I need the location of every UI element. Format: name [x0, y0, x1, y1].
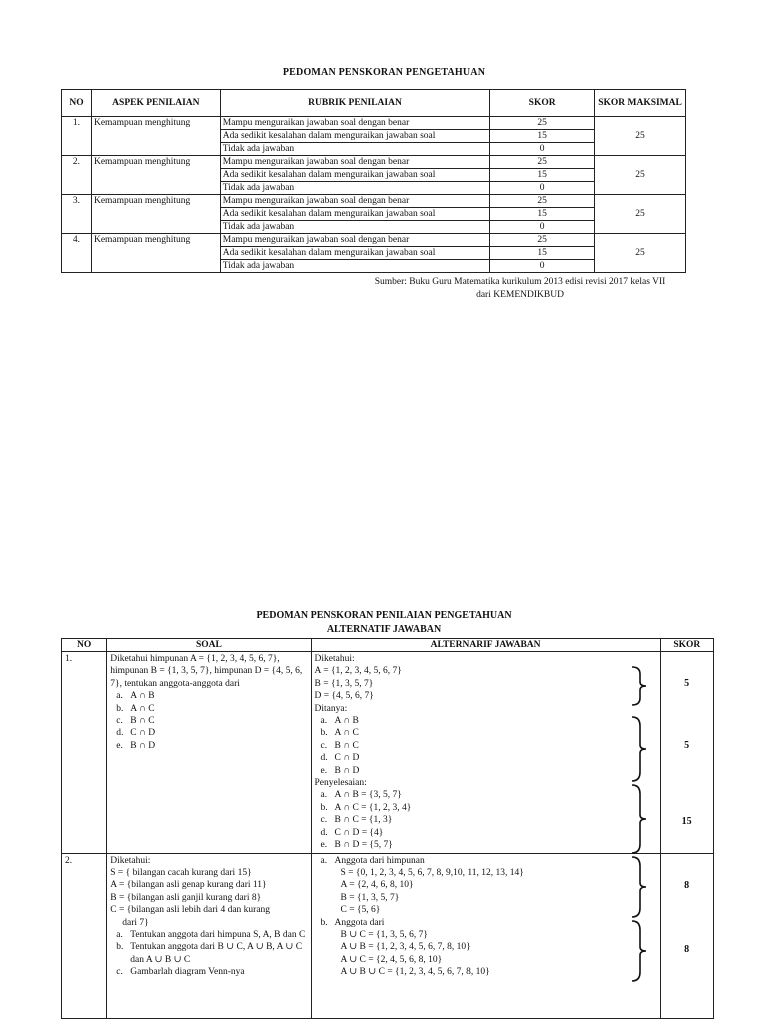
diketahui-label: Diketahui: [314, 654, 355, 664]
rubric-score: 25 [490, 195, 595, 208]
score-value: 5 [684, 678, 690, 689]
answer-cell [311, 652, 660, 854]
score-value: 5 [684, 740, 690, 751]
rubric-text: Tidak ada jawaban [220, 143, 489, 156]
rubric-score: 25 [490, 234, 595, 247]
list-item: b. Tentukan anggota dari B ∪ C, A ∪ B, A ∪ C dan A ∪ B ∪ C [116, 942, 303, 965]
curly-brace-icon [630, 716, 652, 782]
rubric-text: Ada sedikit kesalahan dalam menguraikan jawaban soal [220, 130, 489, 143]
asked-items [315, 715, 657, 777]
table-row [62, 195, 686, 208]
question-text: Diketahui himpunan A = {1, 2, 3, 4, 5, 6, 7}, himpunan B = {1, 3, 5, 7}, himpunan D = {4, 5, 6, 7}, tentukan anggota-anggota dari [110, 654, 303, 689]
header-skor-maksimal: SKOR MAKSIMAL [595, 90, 686, 117]
answer-line: B = {1, 3, 5, 7} [340, 892, 400, 903]
answer-line: A ∪ B = {1, 2, 3, 4, 5, 6, 7, 8, 10} [340, 942, 471, 953]
rubric-score: 0 [490, 182, 595, 195]
solution-items [315, 789, 657, 851]
row-number: 3. [62, 195, 92, 234]
answer-line: A ∪ C = {2, 4, 5, 6, 8, 10} [340, 954, 443, 965]
rubric-score: 15 [490, 247, 595, 260]
given-line: A = {bilangan asli genap kurang dari 11} [110, 880, 267, 891]
header-no: NO [62, 90, 92, 117]
source-line-2: dari KEMENDIKBUD [476, 290, 564, 300]
list-item: b. A ∩ C [320, 728, 359, 739]
row-aspek: Kemampuan menghitung [91, 117, 220, 156]
table2-subtitle: ALTERNATIF JAWABAN [326, 624, 442, 635]
list-item: c. B ∩ C [320, 740, 359, 751]
source-line-1: Sumber: Buku Guru Matematika kurikulum 2013 edisi revisi 2017 kelas VII [374, 277, 666, 287]
row-aspek: Kemampuan menghitung [91, 195, 220, 234]
row-number: 2. [62, 156, 92, 195]
score-cell [660, 853, 713, 1018]
list-item: e. B ∩ D [116, 740, 156, 751]
rubric-score: 0 [490, 260, 595, 273]
rubric-text: Mampu menguraikan jawaban soal dengan benar [220, 195, 489, 208]
list-item: e. B ∩ D = {5, 7} [320, 840, 393, 851]
table-header-row [62, 90, 686, 117]
max-score: 25 [595, 234, 686, 273]
max-score: 25 [595, 156, 686, 195]
scoring-table [61, 89, 686, 273]
rubric-text: Tidak ada jawaban [220, 182, 489, 195]
penyelesaian-label: Penyelesaian: [314, 778, 367, 789]
score-value: 15 [681, 816, 692, 827]
given-line: S = { bilangan cacah kurang dari 15} [110, 867, 252, 878]
table-row [62, 853, 714, 1018]
given-line: A = {1, 2, 3, 4, 5, 6, 7} [314, 666, 402, 677]
curly-brace-icon [630, 856, 652, 918]
answer-line: A ∪ B ∪ C = {1, 2, 3, 4, 5, 6, 7, 8, 10} [340, 967, 490, 978]
rubric-text: Mampu menguraikan jawaban soal dengan benar [220, 117, 489, 130]
rubric-text: Mampu menguraikan jawaban soal dengan benar [220, 234, 489, 247]
header-skor: SKOR [660, 639, 713, 652]
table-row [62, 234, 686, 247]
list-item: a. Anggota dari himpunan [320, 855, 425, 866]
row-number: 4. [62, 234, 92, 273]
rubric-score: 15 [490, 208, 595, 221]
answer-key-table [61, 638, 714, 1019]
list-item: d. C ∩ D [116, 728, 156, 739]
list-item: b. A ∩ C = {1, 2, 3, 4} [320, 802, 412, 813]
row-aspek: Kemampuan menghitung [91, 234, 220, 273]
table-row [62, 156, 686, 169]
question-label: Diketahui: [110, 855, 151, 866]
list-item: a. A ∩ B [116, 691, 155, 702]
row-number: 1. [62, 652, 107, 854]
score-value: 8 [684, 943, 690, 955]
given-line: B = {1, 3, 5, 7} [314, 678, 374, 689]
curly-brace-icon [630, 784, 652, 854]
row-number: 1. [62, 117, 92, 156]
answer-line: A = {2, 4, 6, 8, 10} [340, 880, 414, 891]
curly-brace-icon [630, 920, 652, 982]
header-no: NO [62, 639, 107, 652]
list-item: b. A ∩ C [116, 703, 155, 714]
rubric-text: Tidak ada jawaban [220, 221, 489, 234]
ditanya-label: Ditanya: [314, 703, 348, 714]
rubric-text: Ada sedikit kesalahan dalam menguraikan jawaban soal [220, 169, 489, 182]
question-items [110, 690, 307, 752]
row-number: 2. [62, 853, 107, 1018]
given-line: D = {4, 5, 6, 7} [314, 691, 374, 702]
question-items [110, 929, 307, 979]
list-item: c. B ∩ C = {1, 3} [320, 815, 393, 826]
rubric-score: 25 [490, 156, 595, 169]
question-cell [107, 652, 311, 854]
header-aspek: ASPEK PENILAIAN [91, 90, 220, 117]
source-note [330, 276, 710, 302]
answer-line: S = {0, 1, 2, 3, 4, 5, 6, 7, 8, 9,10, 11, 12, 13, 14} [340, 867, 524, 878]
list-item: d. C ∩ D [320, 753, 360, 764]
table-header-row [62, 639, 714, 652]
rubric-text: Mampu menguraikan jawaban soal dengan benar [220, 156, 489, 169]
rubric-score: 0 [490, 221, 595, 234]
table2-title: PEDOMAN PENSKORAN PENILAIAN PENGETAHUAN [256, 610, 512, 621]
given-line: C = {bilangan asli lebih dari 4 dan kurang [110, 905, 271, 916]
header-soal: SOAL [107, 639, 311, 652]
list-item: a. A ∩ B [320, 716, 359, 727]
rubric-score: 15 [490, 130, 595, 143]
rubric-text: Ada sedikit kesalahan dalam menguraikan jawaban soal [220, 208, 489, 221]
answer-line: C = {5, 6} [340, 905, 381, 916]
answer-cell [311, 853, 660, 1018]
list-item: c. B ∩ C [116, 716, 155, 727]
max-score: 25 [595, 117, 686, 156]
rubric-text: Tidak ada jawaban [220, 260, 489, 273]
header-skor: SKOR [490, 90, 595, 117]
list-item: a. A ∩ B = {3, 5, 7} [320, 790, 402, 801]
answer-part-a [315, 855, 657, 867]
header-jawaban: ALTERNARIF JAWABAN [311, 639, 660, 652]
list-item: d. C ∩ D = {4} [320, 827, 384, 838]
rubric-score: 25 [490, 117, 595, 130]
rubric-text: Ada sedikit kesalahan dalam menguraikan jawaban soal [220, 247, 489, 260]
header-rubrik: RUBRIK PENILAIAN [220, 90, 489, 117]
list-item: a. Tentukan anggota dari himpuna S, A, B dan C [116, 929, 306, 940]
given-line: B = {bilangan asli ganjil kurang dari 8} [110, 892, 262, 903]
max-score: 25 [595, 195, 686, 234]
answer-line: B ∪ C = {1, 3, 5, 6, 7} [340, 929, 428, 940]
rubric-score: 15 [490, 169, 595, 182]
list-item: b. Anggota dari [320, 917, 385, 928]
row-aspek: Kemampuan menghitung [91, 156, 220, 195]
given-line: dari 7} [122, 917, 149, 928]
score-cell [660, 652, 713, 854]
list-item: c. Gambarlah diagram Venn-nya [116, 967, 245, 978]
table-row [62, 652, 714, 854]
rubric-score: 0 [490, 143, 595, 156]
score-value: 8 [684, 879, 690, 891]
table-row [62, 117, 686, 130]
answer-part-b [315, 917, 657, 929]
question-cell [107, 853, 311, 1018]
table1-title: PEDOMAN PENSKORAN PENGETAHUAN [282, 67, 486, 78]
curly-brace-icon [630, 666, 652, 706]
list-item: e. B ∩ D [320, 765, 360, 776]
